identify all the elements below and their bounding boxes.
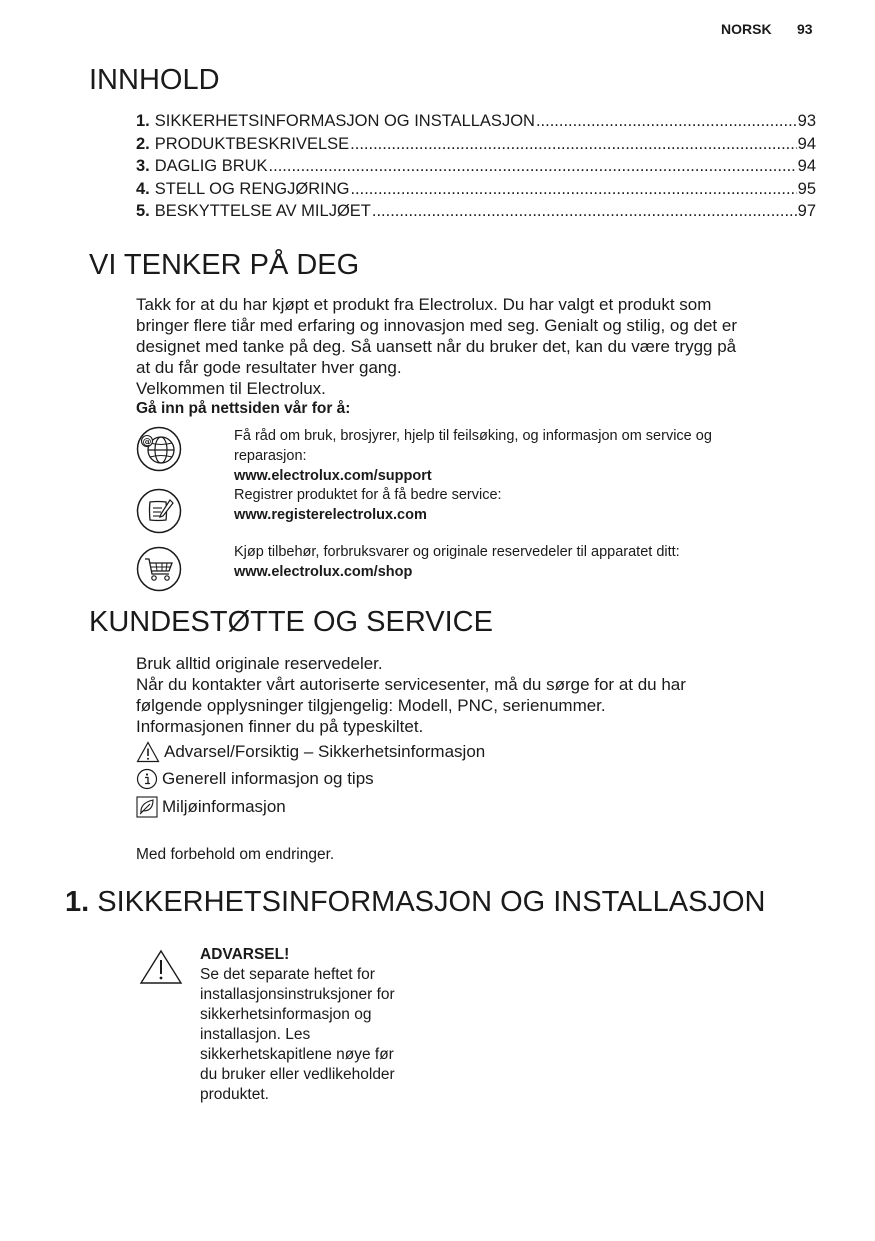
- toc-entry-number: 1.: [136, 112, 150, 130]
- toc-entry-label: STELL OG RENGJØRING: [154, 179, 350, 198]
- section1-title: SIKKERHETSINFORMASJON OG INSTALLASJON: [97, 886, 766, 918]
- warning-line: installasjonsinstruksjoner for: [200, 986, 395, 1003]
- warning-title: ADVARSEL!: [200, 946, 290, 963]
- toc-leader-dots: [350, 178, 796, 201]
- support-title: KUNDESTØTTE OG SERVICE: [89, 606, 493, 638]
- toc-entry-number: 5.: [136, 202, 150, 220]
- toc-entry-page: 94: [797, 134, 816, 153]
- warning-block: [200, 945, 440, 1105]
- warning-line: Se det separate heftet for: [200, 966, 375, 983]
- warning-line: sikkerhetskapitlene nøye før: [200, 1046, 394, 1063]
- toc-leader-dots: [372, 200, 797, 223]
- table-of-contents: [136, 110, 816, 223]
- toc-leader-dots: [269, 155, 797, 178]
- legend-label: Miljøinformasjon: [162, 797, 286, 816]
- toc-entry-number: 3.: [136, 157, 150, 175]
- web-heading: Gå inn på nettsiden vår for å:: [136, 400, 351, 417]
- toc-entry-number: 2.: [136, 134, 150, 153]
- contents-title: INNHOLD: [89, 64, 220, 96]
- changes-note: Med forbehold om endringer.: [136, 846, 335, 863]
- support-line: Når du kontakter vårt autoriserte servicesenter, må du sørge for at du har: [136, 675, 686, 694]
- toc-entry-label: DAGLIG BRUK: [154, 157, 268, 175]
- toc-leader-dots: [536, 110, 797, 133]
- toc-entry-number: 4.: [136, 179, 150, 198]
- warning-line: installasjon. Les: [200, 1026, 311, 1043]
- intro-paragraph: [136, 294, 816, 399]
- shop-link[interactable]: www.electrolux.com/shop: [234, 564, 413, 580]
- toc-entry-page: 97: [797, 202, 816, 220]
- warning-triangle-icon: [139, 949, 183, 990]
- intro-line: designet med tanke på deg. Så uansett når du bruker det, kan du være trygg på: [136, 337, 737, 356]
- toc-entry-label: PRODUKTBESKRIVELSE: [154, 134, 350, 153]
- support-link[interactable]: www.electrolux.com/support: [234, 468, 432, 484]
- web-item-support: [234, 426, 794, 486]
- web-item-text: Registrer produktet for å få bedre service:: [234, 487, 502, 503]
- legend-environment: [136, 796, 286, 818]
- web-item-text: Få råd om bruk, brosjyrer, hjelp til feilsøking, og informasjon om service og: [234, 428, 712, 444]
- leaf-icon: [136, 796, 158, 818]
- toc-entry-page: 95: [797, 179, 816, 198]
- toc-entry-label: SIKKERHETSINFORMASJON OG INSTALLASJON: [154, 112, 535, 130]
- warning-line: sikkerhetsinformasjon og: [200, 1006, 372, 1023]
- info-icon: [136, 768, 158, 790]
- globe-at-icon: [136, 426, 182, 477]
- legend-label: Advarsel/Forsiktig – Sikkerhetsinformasjon: [164, 742, 486, 761]
- support-paragraph: [136, 653, 816, 737]
- toc-entry[interactable]: [136, 178, 816, 201]
- toc-entry[interactable]: [136, 155, 816, 178]
- warning-triangle-icon: [136, 741, 160, 763]
- intro-line: Velkommen til Electrolux.: [136, 379, 326, 398]
- register-link[interactable]: www.registerelectrolux.com: [234, 507, 427, 523]
- intro-line: at du får gode resultater hver gang.: [136, 358, 402, 377]
- web-item-text: reparasjon:: [234, 448, 307, 464]
- warning-line: du bruker eller vedlikeholder: [200, 1066, 395, 1083]
- support-line: Informasjonen finner du på typeskiltet.: [136, 717, 424, 736]
- toc-entry-page: 94: [797, 157, 816, 175]
- section1-number: 1.: [65, 886, 90, 918]
- web-item-shop: [234, 542, 794, 582]
- support-line: følgende opplysninger tilgjengelig: Modell, PNC, serienummer.: [136, 696, 606, 715]
- section1-heading: [65, 886, 765, 919]
- toc-entry-label: BESKYTTELSE AV MILJØET: [154, 202, 371, 220]
- shopping-cart-icon: [136, 546, 182, 597]
- toc-entry[interactable]: [136, 200, 816, 223]
- web-item-text: Kjøp tilbehør, forbruksvarer og originale reservedeler til apparatet ditt:: [234, 544, 680, 560]
- intro-line: Takk for at du har kjøpt et produkt fra Electrolux. Du har valgt et produkt som: [136, 295, 712, 314]
- web-item-register: [234, 485, 794, 525]
- toc-leader-dots: [350, 133, 796, 156]
- intro-line: bringer flere tiår med erfaring og innovasjon med seg. Genialt og stilig, og det er: [136, 316, 737, 335]
- toc-entry[interactable]: [136, 133, 816, 156]
- header-page-number: 93: [797, 21, 813, 37]
- register-pen-icon: [136, 488, 182, 539]
- intro-title: VI TENKER PÅ DEG: [89, 249, 360, 281]
- header-language: NORSK: [721, 21, 772, 37]
- toc-entry[interactable]: [136, 110, 816, 133]
- support-line: Bruk alltid originale reservedeler.: [136, 654, 383, 673]
- warning-line: produktet.: [200, 1086, 269, 1103]
- legend-warning: [136, 741, 485, 763]
- toc-entry-page: 93: [797, 112, 816, 130]
- legend-label: Generell informasjon og tips: [162, 769, 374, 788]
- svg-text:@: @: [142, 437, 152, 448]
- legend-info: [136, 768, 374, 790]
